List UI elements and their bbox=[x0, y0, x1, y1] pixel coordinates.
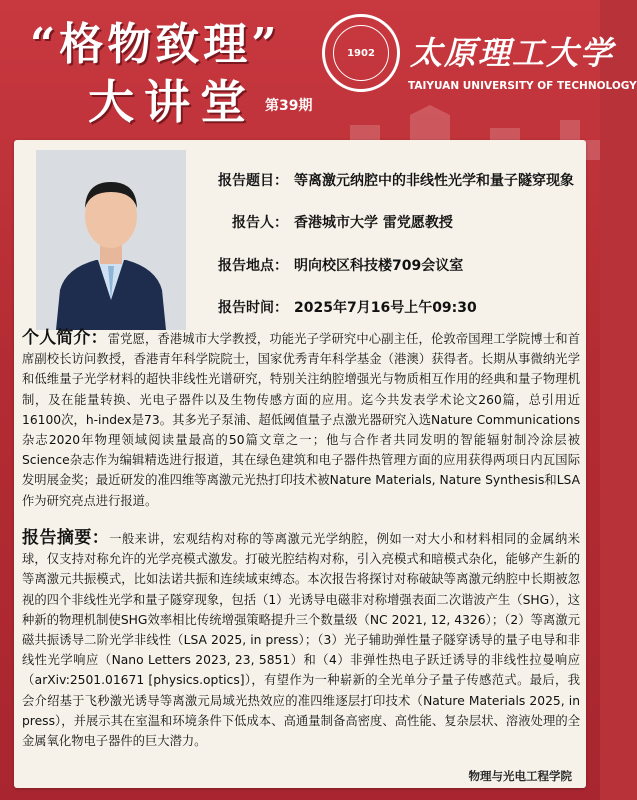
bio-heading: 个人简介： bbox=[22, 328, 108, 348]
topic-row bbox=[184, 170, 574, 190]
portrait-icon bbox=[36, 150, 186, 330]
abstract-text: 一般来讲，宏观结构对称的等离激元光学纳腔，例如一对大小和材料相同的金属纳米球，仅支持对称允许的光学亮模式激发。打破光腔结构对称，引入亮模式和暗模式杂化，能够产生新的等离激元共振模式，比如法诺共振和连续域束缚态。本次报告将探讨对称破缺等离激元纳腔中长期被忽视的四个非线性光学和量子隧穿现象，包括（1）光诱导电磁非对称增强表面二次谐波产生（SHG），这种新的物理机制使SHG效率相比传统增强策略提升三个数量级（NC 2021, 12, 4326）；（2）等离激元磁共振诱导二阶光学非线性（LSA 2025, in press）；（3）光子辅助弹性量子隧穿诱导的量子电导和非线性光学响应（Nano Letters 2023, 23, 5851）和（4）非弹性热电子跃迁诱导的非线性拉曼响应（arXiv:2501.01671 [physics.optics]），有望作为一种崭新的全光单分子量子传感范式。最后，我会介绍基于飞秒激光诱导等离激元局域光热效应的准四维逐层打印技术（Nature Materials 2025, in press），并展示其在室温和环境条件下低成本、高通量制备高密度、高性能、复杂层状、溶液处理的全金属氧化物电子器件的巨大潜力。 bbox=[22, 532, 580, 749]
issue-number: 第39期 bbox=[265, 98, 313, 114]
topic-value: 等离激元纳腔中的非线性光学和量子隧穿现象 bbox=[294, 173, 574, 189]
university-name-en: TAIYUAN UNIVERSITY OF TECHNOLOGY bbox=[408, 80, 637, 92]
university-name-cn: 太原理工大学 bbox=[410, 34, 615, 72]
speaker-value: 香港城市大学 雷党愿教授 bbox=[294, 215, 453, 231]
topic-label: 报告题目： bbox=[218, 173, 288, 189]
time-value: 2025年7月16号上午09:30 bbox=[294, 300, 477, 316]
bio-text: 雷党愿，香港城市大学教授，功能光子学研究中心副主任，伦敦帝国理工学院博士和首席副校长访问教授，香港青年科学院院士，国家优秀青年科学基金（港澳）获得者。长期从事微纳光学和低维量子光学材料的超快非线性光谱研究，特别关注纳腔增强光与物质相互作用的经典和量子物理机制，及在能量转换、光电子器件以及生物传感方面的应用。迄今共发表学术论文260篇，总引用近16100次，h-index是73。其多光子泵浦、超低阈值量子点激光器研究入选Nature Communications杂志2020年物理领域阅读量最高的50篇文章之一；他与合作者共同发明的智能辐射制冷涂层被Science杂志作为编辑精选进行报道，其在绿色建筑和电子器件热管理方面的应用获得两项日内瓦国际发明展金奖；最近研发的准四维等离激元光热打印技术被Nature Materials, Nature Synthesis和LSA作为研究亮点进行报道。 bbox=[22, 332, 580, 508]
venue-value: 明向校区科技楼709会议室 bbox=[294, 258, 464, 274]
department-name: 物理与光电工程学院 bbox=[468, 769, 572, 783]
lecture-series-title: “格物致理” bbox=[30, 19, 281, 70]
abstract-section bbox=[22, 528, 580, 751]
seal-year: 1902 bbox=[333, 25, 389, 81]
speaker-label: 报告人： bbox=[232, 215, 288, 231]
header bbox=[0, 0, 637, 130]
bio-section bbox=[22, 328, 580, 511]
content-card bbox=[14, 140, 586, 788]
speaker-row bbox=[184, 212, 453, 232]
time-label: 报告时间： bbox=[218, 300, 288, 316]
venue-row bbox=[184, 255, 463, 275]
time-row bbox=[184, 297, 477, 317]
venue-label: 报告地点： bbox=[218, 258, 288, 274]
abstract-heading: 报告摘要： bbox=[22, 528, 110, 548]
speaker-photo bbox=[36, 150, 186, 330]
lecture-series-subtitle: 大讲堂 bbox=[88, 75, 256, 129]
university-seal-icon bbox=[322, 14, 400, 92]
